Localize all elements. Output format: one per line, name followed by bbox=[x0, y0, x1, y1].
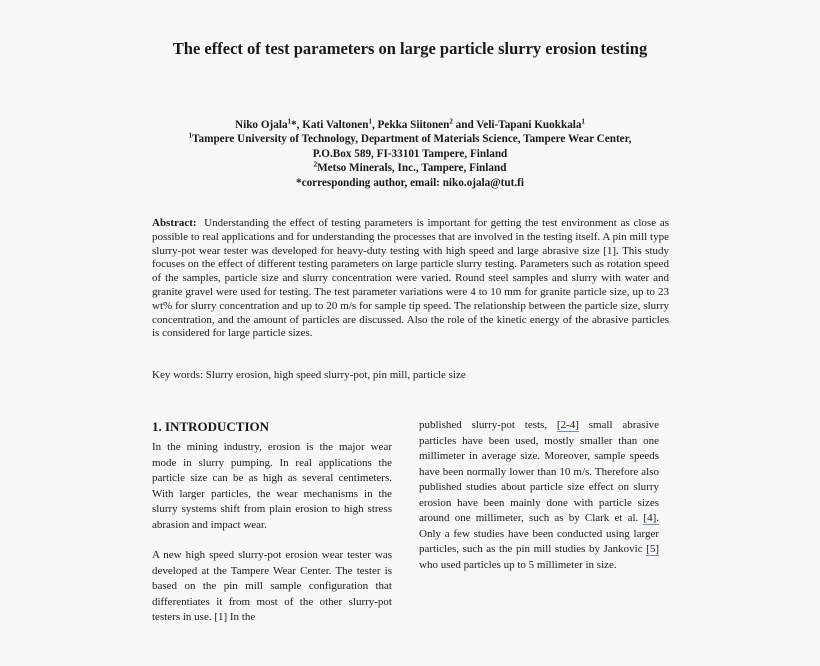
affiliation-2-text: Metso Minerals, Inc., Tampere, Finland bbox=[317, 162, 507, 175]
author-name: Kati Valtonen bbox=[302, 119, 369, 131]
abstract-text: Understanding the effect of testing parameters is important for getting the test environment as close as possible to real applications and for understanding the processes that are involved in the testing itself. A pin mill type slurry-pot wear tester was developed for heavy-duty testing with high speed and large abrasive size [1]. This study focuses on the effect of different testing parameters on large particle slurry testing. Parameters such as rotation speed of the samples, particle size and slurry concentration were varied. Round steel samples and slurry with water and granite gravel were used for testing. The test parameter variations were 4 to 10 mm for granite particle size, up to 23 wt% for slurry concentration and up to 20 m/s for sample tip speed. The relationship between the particle size, slurry concentration, and the amount of particles are discussed. Also the role of the kinetic energy of the abrasive particles is considered for large particle sizes. bbox=[152, 217, 670, 340]
author-affiliation-mark: 2 bbox=[449, 117, 453, 126]
text-run: who used particles up to 5 millimeter in size. bbox=[419, 558, 617, 571]
affiliation-mark: 1 bbox=[188, 131, 193, 140]
intro-paragraph-2: A new high speed slurry-pot erosion wear tester was developed at the Tampere Wear Center. The tester is based on the pin mill sample configuration that differentiates it from most of the other slurry-pot testers in use. [1] In the bbox=[152, 549, 392, 623]
affiliation-1-line2: P.O.Box 589, FI-33101 Tampere, Finland bbox=[312, 147, 508, 160]
author-list bbox=[150, 118, 670, 132]
citation-link[interactable]: [5] bbox=[646, 543, 659, 555]
corresponding-author: *corresponding author, email: niko.ojala@tut.fi bbox=[296, 176, 524, 189]
keywords: Key words: Slurry erosion, high speed slurry-pot, pin mill, particle size bbox=[152, 369, 466, 381]
author-block bbox=[150, 118, 670, 190]
intro-paragraph-1: In the mining industry, erosion is the major wear mode in slurry pumping. In real applications the particle size can be as high as several centimeters. With larger particles, the wear mechanisms in the slurry systems shift from plain erosion to high stress abrasion and impact wear. bbox=[152, 441, 392, 531]
author-name: Veli-Tapani Kuokkala bbox=[476, 119, 582, 131]
abstract bbox=[152, 217, 669, 341]
author-affiliation-mark: 1 bbox=[581, 117, 585, 126]
abstract-label: Abstract: bbox=[152, 217, 197, 229]
author-separator: , bbox=[371, 119, 378, 131]
intro-paragraph-3 bbox=[419, 418, 659, 573]
right-column bbox=[419, 418, 659, 573]
text-run: small abrasive particles have been used, mostly smaller than one millimeter in average size. Moreover, sample speeds have been normally lower than 10 m/s. Therefore also published studies about particle size effect on slurry erosion have been mainly done with particle sizes around one millimeter, such as by Clark et al. bbox=[419, 419, 660, 524]
affiliation-1 bbox=[150, 132, 670, 146]
author-affiliation-mark: 1 bbox=[287, 117, 292, 126]
author-separator: *, bbox=[291, 119, 303, 131]
citation-link[interactable]: [4]. bbox=[643, 512, 659, 524]
paper-title: The effect of test parameters on large particle slurry erosion testing bbox=[172, 39, 648, 58]
text-run: published slurry-pot tests, bbox=[419, 419, 557, 431]
section-heading: 1. INTRODUCTION bbox=[152, 419, 270, 434]
affiliation-2 bbox=[150, 161, 670, 175]
author-name: Pekka Siitonen bbox=[377, 119, 450, 131]
affiliation-1-line1: Tampere University of Technology, Department of Materials Science, Tampere Wear Center, bbox=[192, 133, 632, 146]
author-affiliation-mark: 1 bbox=[368, 117, 372, 126]
author-separator: and bbox=[452, 119, 477, 131]
author-name: Niko Ojala bbox=[235, 119, 288, 131]
text-run: Only a few studies have been conducted using larger particles, such as the pin mill studies by Jankovic bbox=[419, 527, 659, 555]
citation-link[interactable]: [2-4] bbox=[556, 419, 579, 431]
left-column bbox=[152, 418, 392, 626]
affiliation-mark: 2 bbox=[313, 160, 318, 169]
